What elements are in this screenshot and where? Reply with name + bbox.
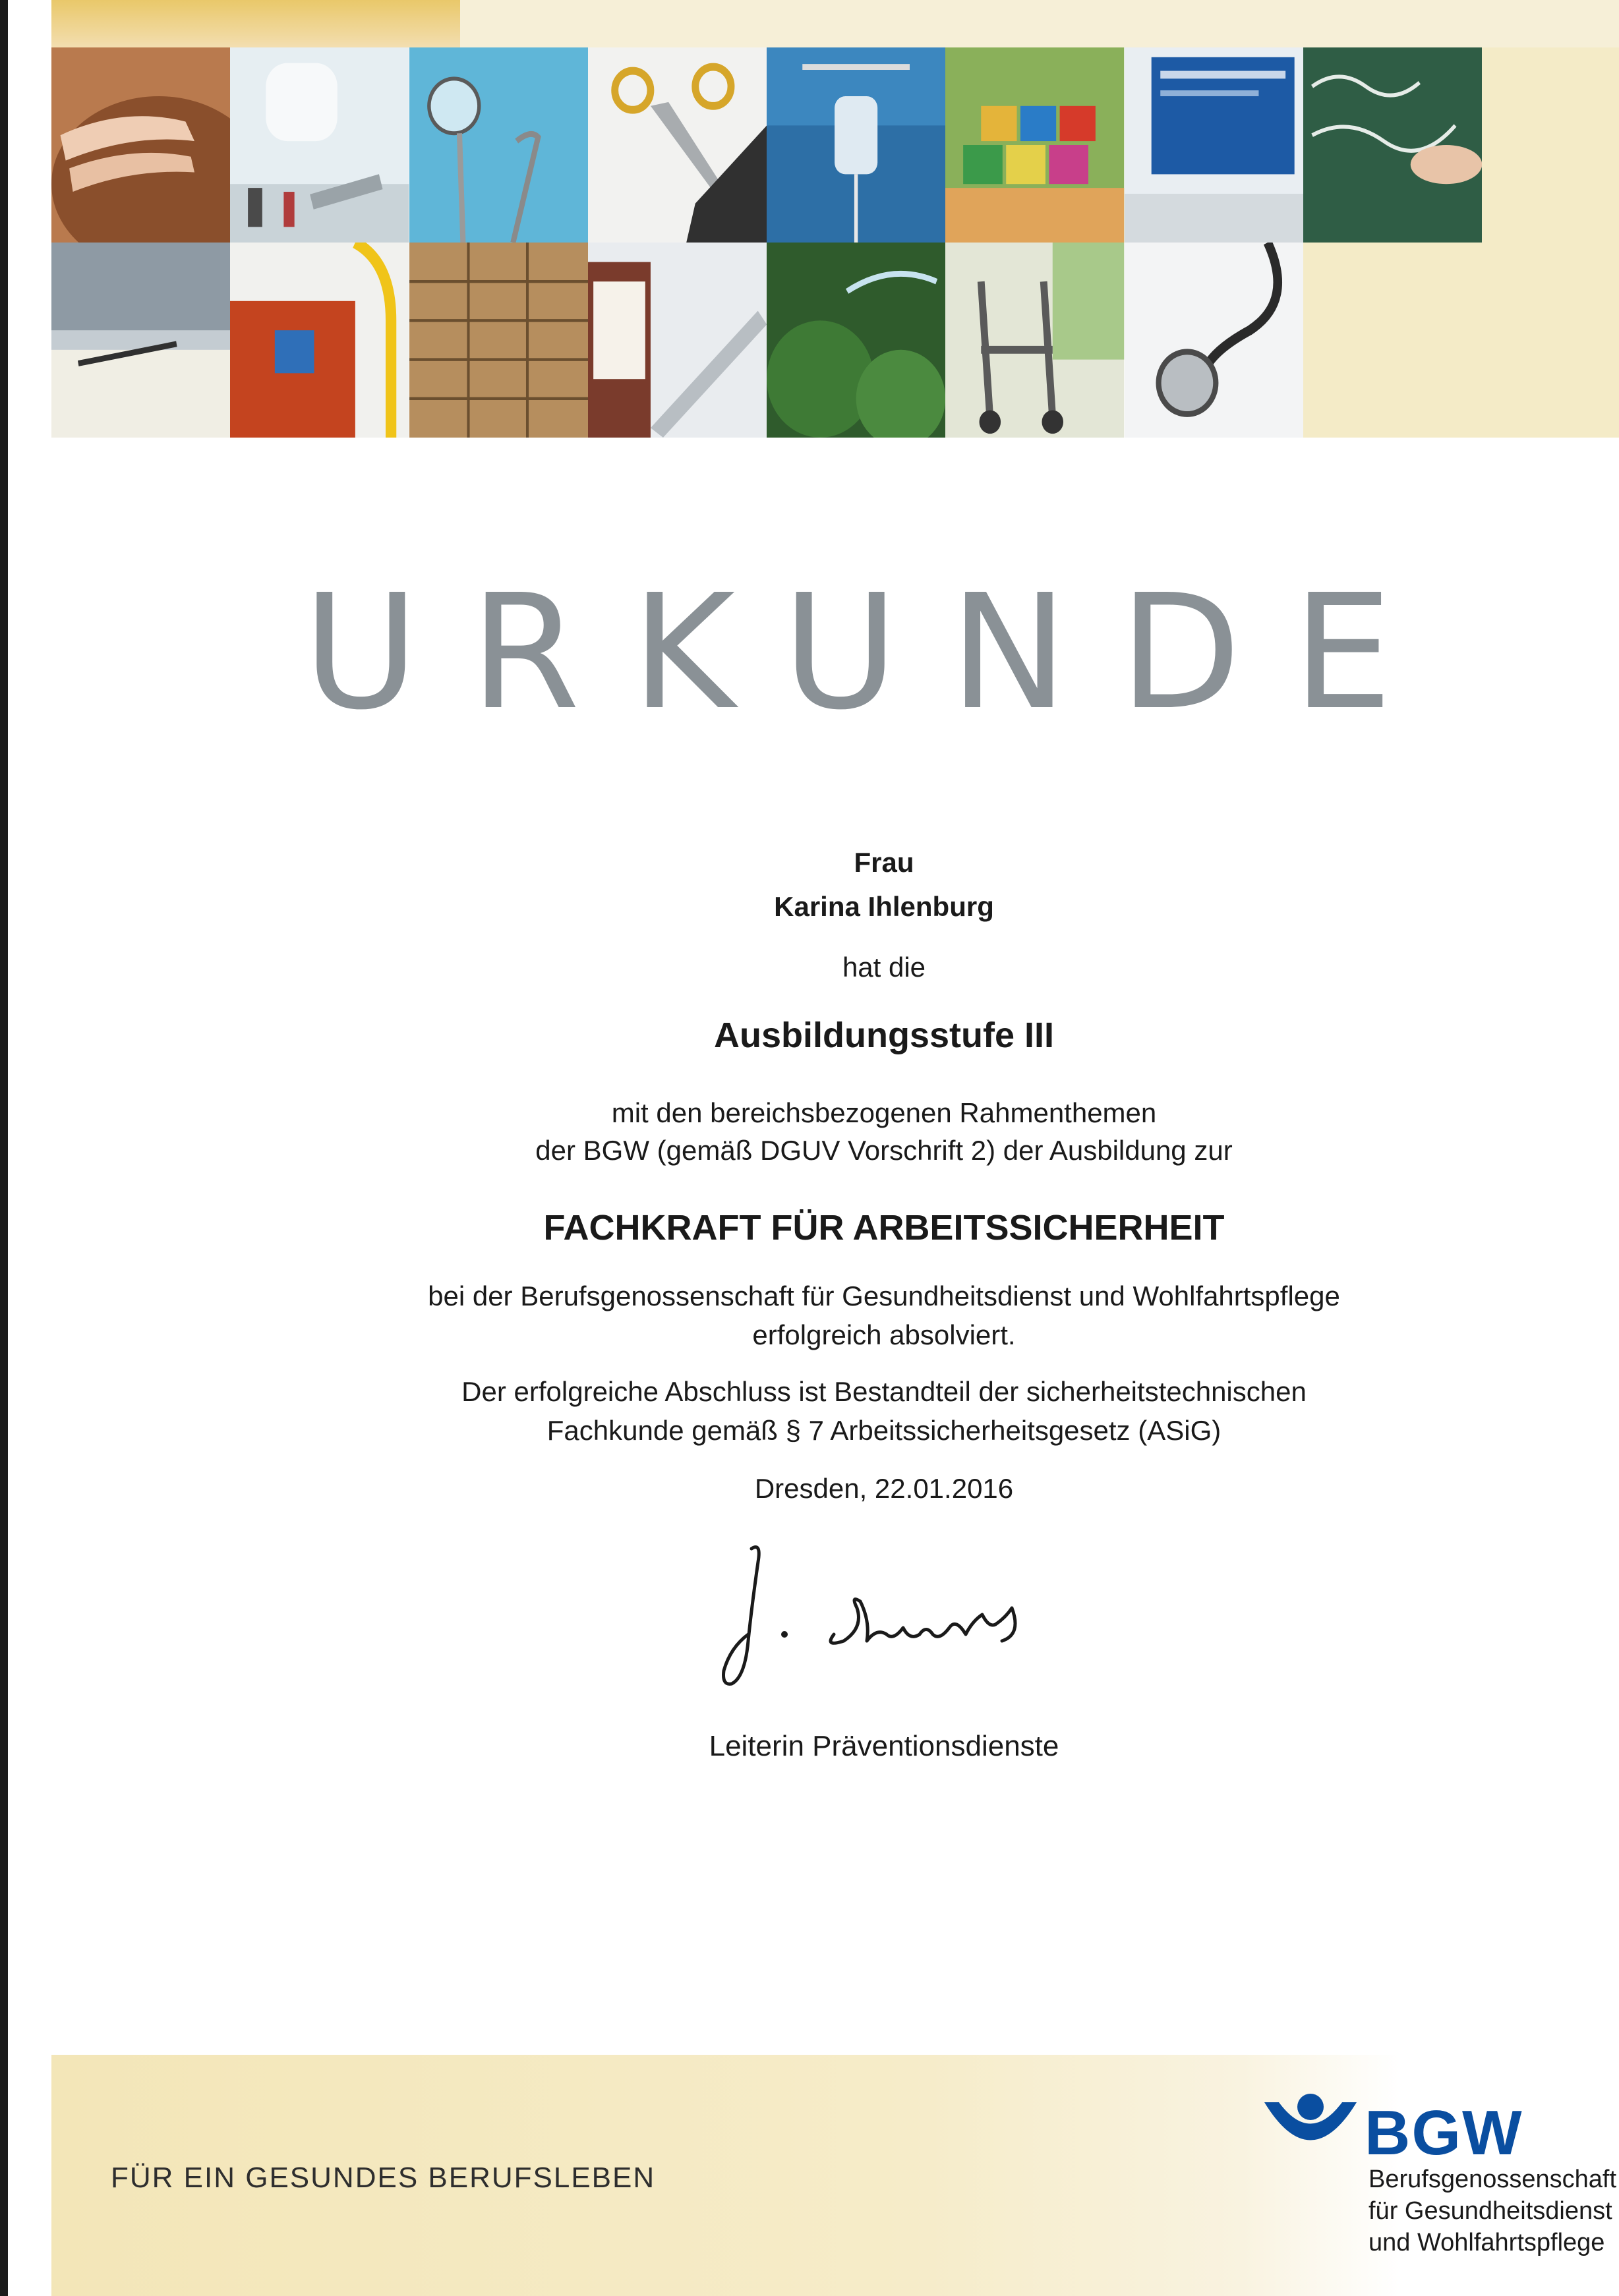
toy-blocks-photo: [945, 47, 1124, 243]
body-line-5: Der erfolgreiche Abschluss ist Bestandteil der sicherheitstechnischen: [461, 1376, 1307, 1407]
signature: [712, 1535, 1068, 1707]
bgw-logo-subtitle-3: und Wohlfahrtspflege: [1369, 2229, 1605, 2256]
bgw-logo-icon: [1264, 2092, 1357, 2158]
syringe-medicine-photo: [588, 243, 767, 438]
place-date: Dresden, 22.01.2016: [754, 1473, 1014, 1504]
top-strip-gold: [51, 0, 460, 47]
header-corner-block: [1482, 47, 1619, 438]
chalkboard-writing-photo: [1303, 47, 1482, 243]
massage-hands-photo: [51, 47, 230, 243]
infusion-drip-photo: [767, 47, 945, 243]
bgw-logo-name: BGW: [1365, 2098, 1523, 2168]
blank-tile: [1303, 243, 1482, 438]
body-line-6: Fachkunde gemäß § 7 Arbeitssicherheitsgesetz (ASiG): [546, 1415, 1222, 1446]
body-line-1: mit den bereichsbezogenen Rahmenthemen: [611, 1097, 1157, 1128]
scissors-comb-photo: [588, 47, 767, 243]
training-level: Ausbildungsstufe III: [713, 1016, 1054, 1055]
signatory-role: Leiterin Präventionsdienste: [709, 1730, 1059, 1762]
footer-slogan: FÜR EIN GESUNDES BERUFSLEBEN: [111, 2162, 656, 2194]
pharmacy-drawers-photo: [409, 243, 588, 438]
computer-monitor-photo: [1125, 47, 1303, 243]
profession-title: FACHKRAFT FÜR ARBEITSSICHERHEIT: [543, 1208, 1225, 1248]
body-line-3: bei der Berufsgenossenschaft für Gesundheitsdienst und Wohlfahrtspflege: [428, 1280, 1340, 1311]
stethoscope-photo: [1125, 243, 1303, 438]
bgw-logo-subtitle-2: für Gesundheitsdienst: [1369, 2197, 1612, 2225]
accessible-button-photo: [230, 243, 409, 438]
dental-chair-photo: [230, 47, 409, 243]
certificate-title: URKUNDE: [303, 560, 1444, 745]
body-line-4: erfolgreich absolviert.: [752, 1319, 1016, 1350]
plant-spray-photo: [767, 243, 945, 438]
body-line-2: der BGW (gemäß DGUV Vorschrift 2) der Ausbildung zur: [535, 1135, 1233, 1166]
recipient-name: Karina Ihlenburg: [774, 891, 994, 922]
header-photo-collage: [51, 47, 1482, 438]
dental-mirror-photo: [409, 47, 588, 243]
intro-text: hat die: [842, 952, 926, 983]
recipient-salutation: Frau: [854, 847, 914, 878]
bgw-logo-subtitle-1: Berufsgenossenschaft: [1369, 2166, 1617, 2193]
desk-pen-paper-photo: [51, 243, 230, 438]
top-strip-cream: [460, 0, 1619, 47]
rollator-walker-photo: [945, 243, 1124, 438]
